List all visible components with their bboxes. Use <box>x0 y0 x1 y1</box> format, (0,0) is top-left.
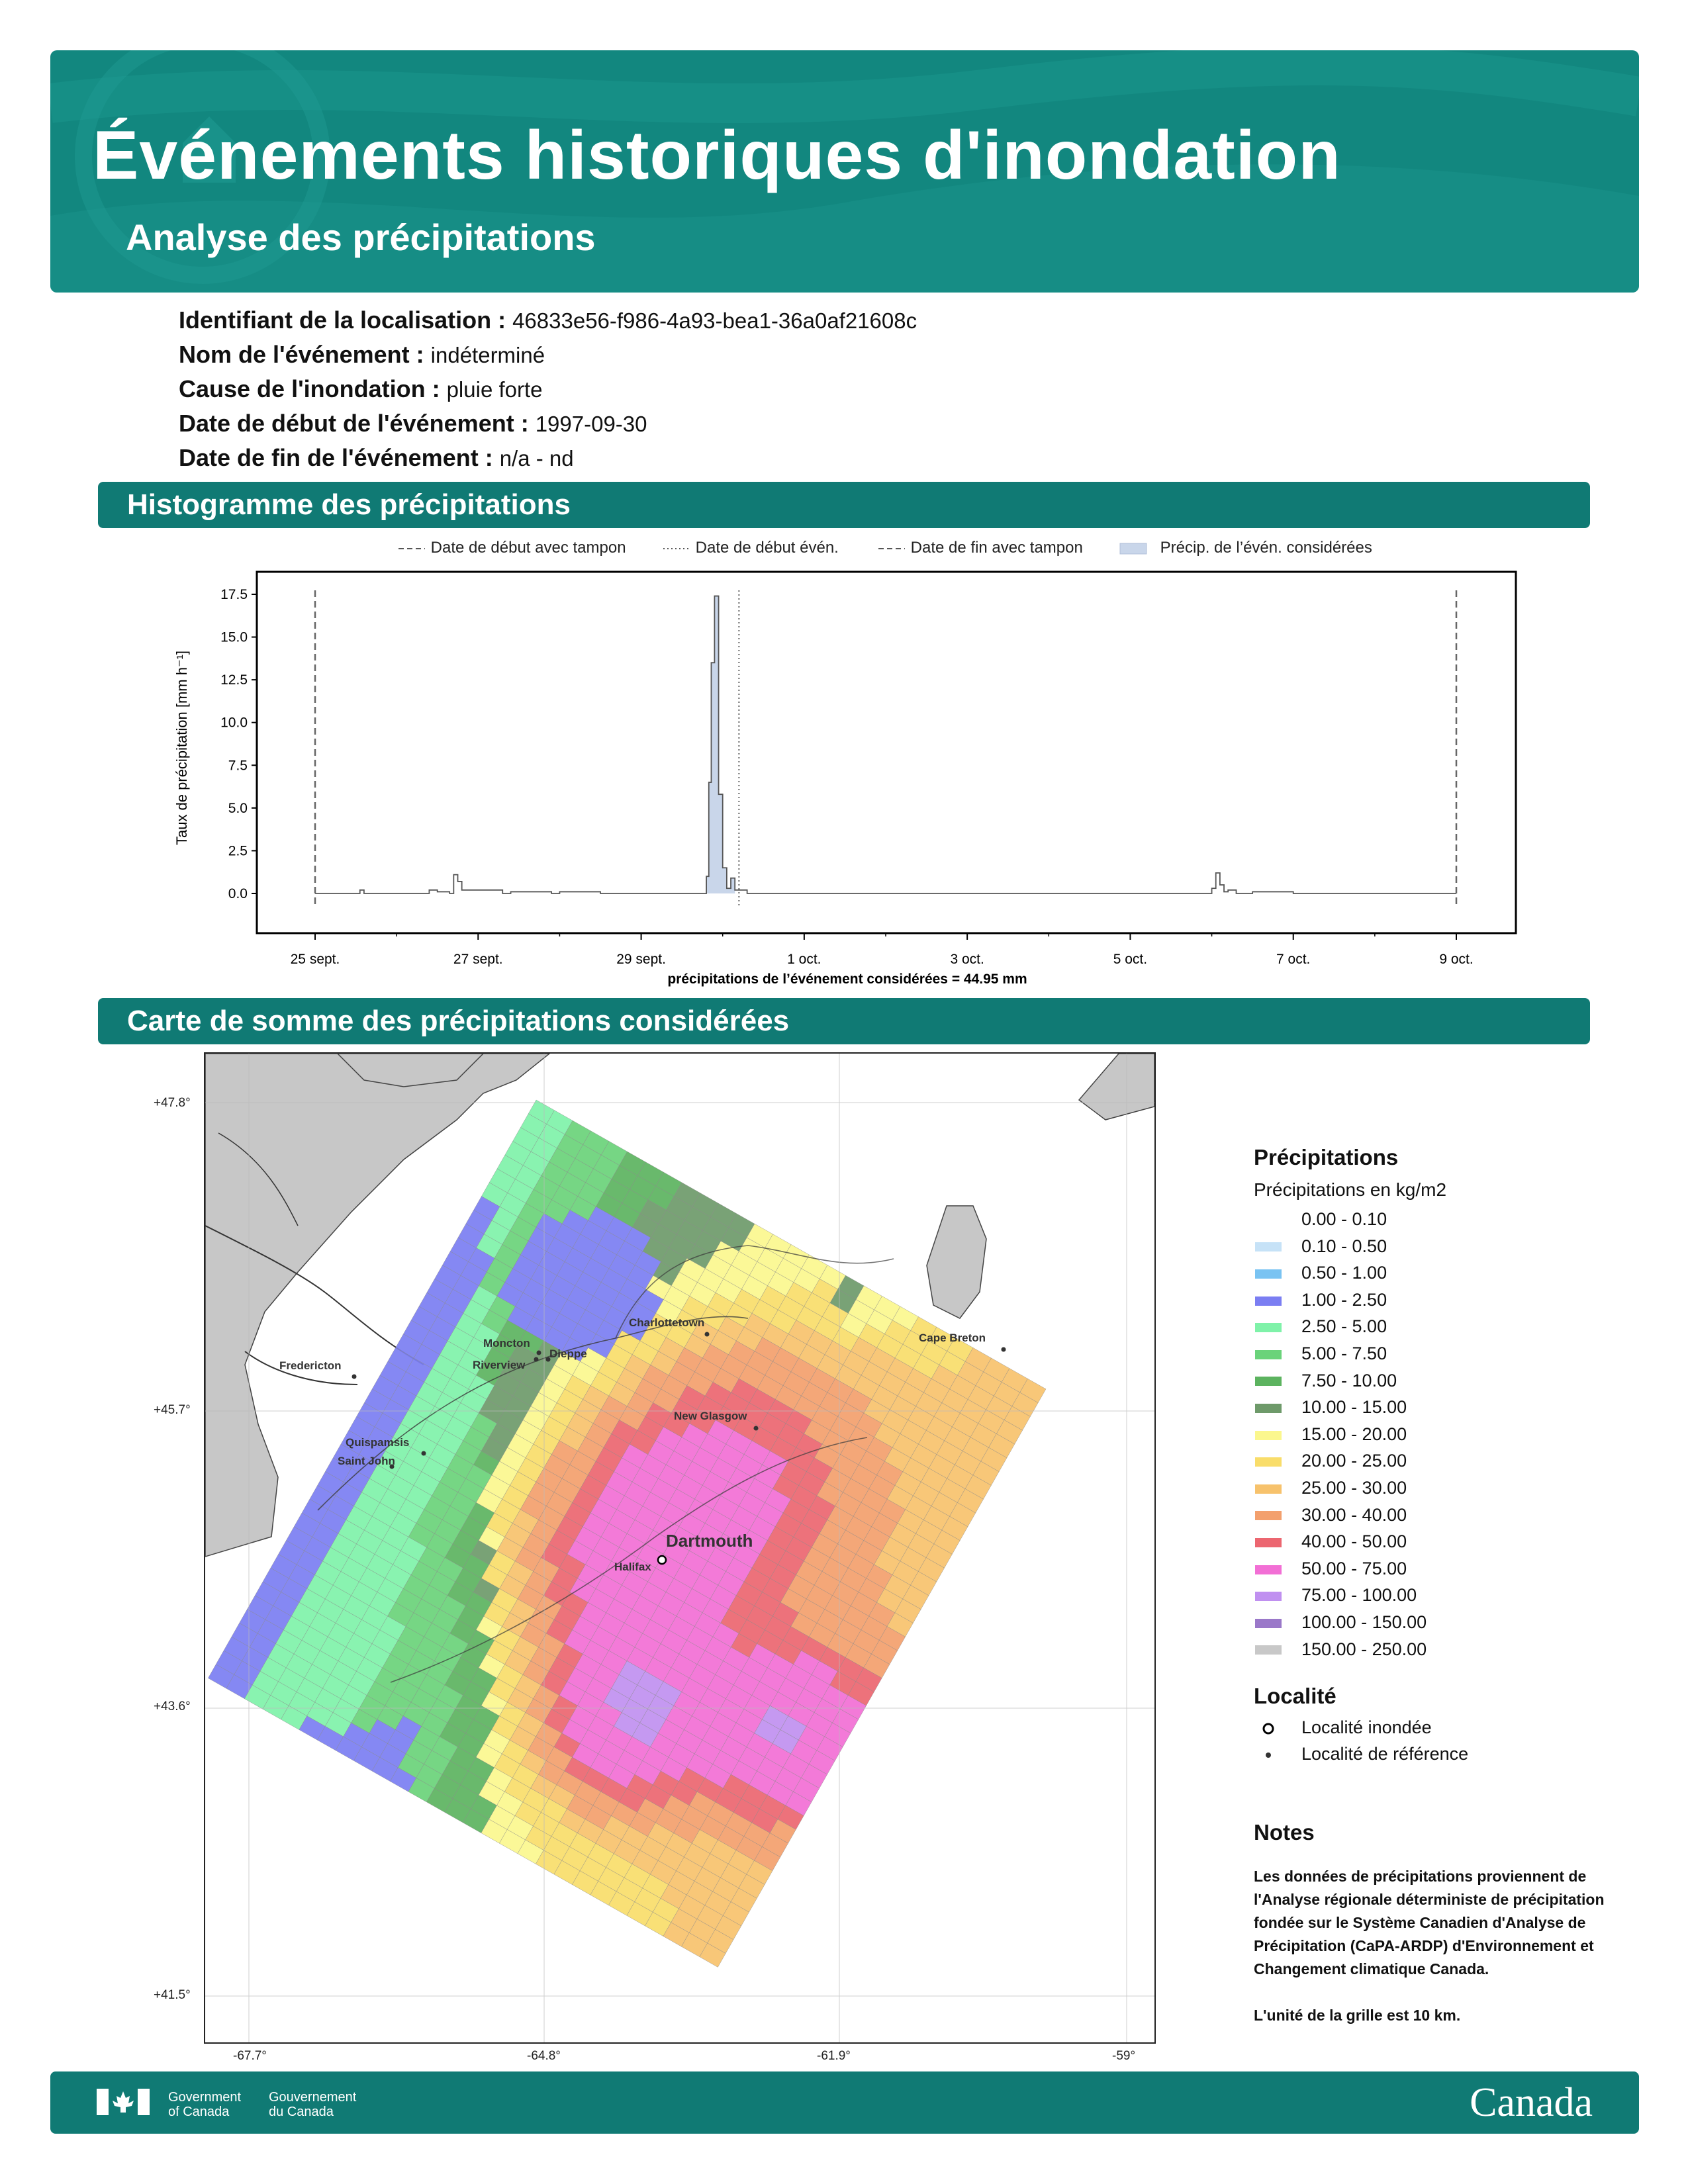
lat-label: +45.7° <box>154 1403 191 1417</box>
legend-class <box>1254 1502 1407 1528</box>
lon-label: -64.8° <box>527 2049 561 2063</box>
place-label: Moncton <box>483 1337 530 1349</box>
reference-locality-marker <box>754 1426 759 1431</box>
info-label: Nom de l'événement : <box>179 341 424 368</box>
x-tick-label: 9 oct. <box>1439 952 1474 967</box>
legend-label: 50.00 - 75.00 <box>1301 1558 1407 1578</box>
x-tick-label: 7 oct. <box>1276 952 1311 967</box>
y-axis-label: Taux de précipitation [mm h⁻¹] <box>173 650 190 846</box>
legend-label: Date de début évén. <box>695 539 839 557</box>
notes-title: Notes <box>1254 1820 1315 1844</box>
legend-swatch <box>1255 1484 1282 1494</box>
legend-label: 5.00 - 7.50 <box>1301 1343 1387 1363</box>
info-label: Date de début de l'événement : <box>179 410 529 437</box>
info-label: Identifiant de la localisation : <box>179 306 506 334</box>
flooded-locality-marker <box>658 1556 666 1564</box>
place-label: Saint John <box>338 1455 395 1467</box>
legend-class <box>1254 1313 1387 1340</box>
map-canvas <box>205 1054 1154 2042</box>
x-tick-label: 29 sept. <box>616 952 666 967</box>
legend-class <box>1254 1340 1387 1367</box>
legend-label: 30.00 - 40.00 <box>1301 1504 1407 1525</box>
legend-swatch <box>1255 1350 1282 1359</box>
reference-locality-marker <box>352 1375 357 1379</box>
place-label: Fredericton <box>279 1359 342 1372</box>
footer <box>50 2071 1639 2134</box>
legend-label: 10.00 - 15.00 <box>1301 1397 1407 1418</box>
legend-class <box>1254 1394 1407 1420</box>
legend-class <box>1254 1421 1407 1447</box>
legend-label: Précip. de l’évén. considérées <box>1160 539 1372 557</box>
locality-title: Localité <box>1254 1684 1336 1708</box>
lon-label: -61.9° <box>817 2049 851 2063</box>
notes-grid-unit: L'unité de la grille est 10 km. <box>1254 2007 1461 2024</box>
legend-swatch <box>1255 1511 1282 1520</box>
legend-swatch <box>1255 1323 1282 1332</box>
legend-label: Localité inondée <box>1301 1717 1432 1737</box>
info-value: 1997-09-30 <box>535 412 647 436</box>
legend-class <box>1254 1528 1407 1555</box>
y-tick-label: 5.0 <box>228 800 248 816</box>
reference-locality-marker <box>534 1357 539 1362</box>
legend-label: Date de fin avec tampon <box>910 539 1083 557</box>
legend-label: 25.00 - 30.00 <box>1301 1478 1407 1498</box>
legend-class <box>1254 1206 1387 1232</box>
legend-swatch <box>1255 1404 1282 1413</box>
legend-class <box>1254 1555 1407 1582</box>
legend-class <box>1254 1233 1387 1259</box>
legend-subtitle: Précipitations en kg/m2 <box>1254 1179 1447 1200</box>
legend-label: 1.00 - 2.50 <box>1301 1289 1387 1310</box>
info-value: 46833e56-f986-4a93-bea1-36a0af21608c <box>512 308 917 333</box>
place-label: Halifax <box>614 1561 651 1573</box>
legend-class <box>1254 1367 1397 1394</box>
legend-swatch <box>1255 1242 1282 1251</box>
place-label: Quispamsis <box>346 1436 410 1449</box>
legend-label: 15.00 - 20.00 <box>1301 1424 1407 1444</box>
legend-label: 7.50 - 10.00 <box>1301 1370 1397 1390</box>
place-label: Dartmouth <box>666 1531 753 1551</box>
info-value: pluie forte <box>446 377 543 402</box>
place-label: Dieppe <box>549 1347 587 1360</box>
legend-label: 0.50 - 1.00 <box>1301 1263 1387 1283</box>
dot-icon <box>1254 1749 1283 1762</box>
place-label: Charlottetown <box>629 1316 705 1329</box>
legend-label: 2.50 - 5.00 <box>1301 1316 1387 1337</box>
gov-en: Government of Canada <box>168 2090 242 2119</box>
precipitation-histogram <box>159 529 1536 993</box>
event-info <box>179 303 917 475</box>
info-row <box>179 406 917 441</box>
notes-block <box>1254 1865 1611 2027</box>
info-row <box>179 372 917 406</box>
section-map-title: Carte de somme des précipitations considérées <box>98 998 1590 1044</box>
open-circle-icon <box>1254 1722 1283 1735</box>
legend-swatch <box>1255 1269 1282 1279</box>
legend-swatch <box>1255 1457 1282 1467</box>
gov-fr: Gouvernement du Canada <box>269 2090 357 2119</box>
info-value: n/a - nd <box>499 446 574 471</box>
info-label: Cause de l'inondation : <box>179 375 440 402</box>
lat-label: +43.6° <box>154 1700 191 1713</box>
legend-label: 100.00 - 150.00 <box>1301 1612 1427 1632</box>
lat-label: +41.5° <box>154 1988 191 2002</box>
legend-label: Localité de référence <box>1301 1744 1469 1764</box>
y-tick-label: 2.5 <box>228 843 248 859</box>
legend-label: 40.00 - 50.00 <box>1301 1531 1407 1552</box>
x-tick-label: 1 oct. <box>787 952 821 967</box>
precipitation-map <box>204 1052 1156 2044</box>
y-tick-label: 0.0 <box>228 886 248 901</box>
reference-locality-marker <box>537 1351 541 1355</box>
page-title: Événements historiques d'inondation <box>93 117 1341 194</box>
legend-class <box>1254 1475 1407 1501</box>
x-tick-label: 27 sept. <box>453 952 503 967</box>
y-tick-label: 10.0 <box>220 715 248 731</box>
canada-wordmark: Canada <box>1470 2080 1593 2125</box>
legend-class <box>1254 1609 1427 1635</box>
legend-swatch <box>1255 1592 1282 1601</box>
legend-title: Précipitations <box>1254 1145 1399 1169</box>
info-value: indéterminé <box>430 343 545 367</box>
legend-swatch <box>1255 1645 1282 1655</box>
legend-swatch <box>1255 1619 1282 1628</box>
header-banner <box>50 50 1639 293</box>
legend-label: Date de début avec tampon <box>430 539 626 557</box>
legend-swatch <box>1255 1377 1282 1386</box>
legend-label: 75.00 - 100.00 <box>1301 1585 1417 1606</box>
reference-locality-marker <box>422 1451 426 1456</box>
info-label: Date de fin de l'événement : <box>179 444 493 471</box>
reference-locality-marker <box>705 1332 710 1337</box>
legend-label: 150.00 - 250.00 <box>1301 1639 1427 1659</box>
info-row <box>179 441 917 475</box>
section-histogram-title: Histogramme des précipitations <box>98 482 1590 528</box>
canada-flag-icon <box>97 2089 150 2115</box>
legend-swatch <box>1255 1565 1282 1574</box>
legend-class <box>1254 1259 1387 1286</box>
legend-class <box>1254 1636 1427 1662</box>
place-label: New Glasgow <box>674 1410 747 1422</box>
place-label: Riverview <box>473 1359 526 1371</box>
place-label: Cape Breton <box>919 1332 986 1344</box>
legend-class <box>1254 1447 1407 1474</box>
legend-class <box>1254 1582 1417 1608</box>
y-tick-label: 17.5 <box>220 587 248 602</box>
x-tick-label: 25 sept. <box>290 952 340 967</box>
legend-label: 0.10 - 0.50 <box>1301 1236 1387 1256</box>
y-tick-label: 12.5 <box>220 672 248 688</box>
legend-swatch <box>1255 1538 1282 1547</box>
lon-label: -67.7° <box>233 2049 267 2063</box>
legend-flooded-locality <box>1254 1714 1432 1741</box>
plot-frame <box>257 572 1516 933</box>
legend-label: 0.00 - 0.10 <box>1301 1209 1387 1229</box>
reference-locality-marker <box>1002 1347 1006 1352</box>
info-row <box>179 303 917 338</box>
legend-swatch <box>1255 1431 1282 1440</box>
legend-class <box>1254 1287 1387 1313</box>
legend-swatch <box>1255 1216 1282 1225</box>
y-tick-label: 15.0 <box>220 629 248 645</box>
lat-label: +47.8° <box>154 1096 191 1110</box>
page-subtitle: Analyse des précipitations <box>126 216 596 258</box>
x-axis-label: précipitations de l’événement considérées = 44.95 mm <box>667 972 1027 987</box>
legend-swatch <box>1255 1297 1282 1306</box>
x-tick-label: 5 oct. <box>1113 952 1148 967</box>
y-tick-label: 7.5 <box>228 758 248 774</box>
x-tick-label: 3 oct. <box>950 952 984 967</box>
legend-label: 20.00 - 25.00 <box>1301 1451 1407 1471</box>
legend-reference-locality <box>1254 1741 1468 1767</box>
notes-text: Les données de précipitations proviennent de l'Analyse régionale déterministe de précipitation fondée sur le Système Canadien d'Analyse de Précipitation (CaPA-ARDP) d'Environnement et Changement climatique Canada. <box>1254 1868 1605 1978</box>
lon-label: -59° <box>1112 2049 1136 2063</box>
info-row <box>179 338 917 372</box>
